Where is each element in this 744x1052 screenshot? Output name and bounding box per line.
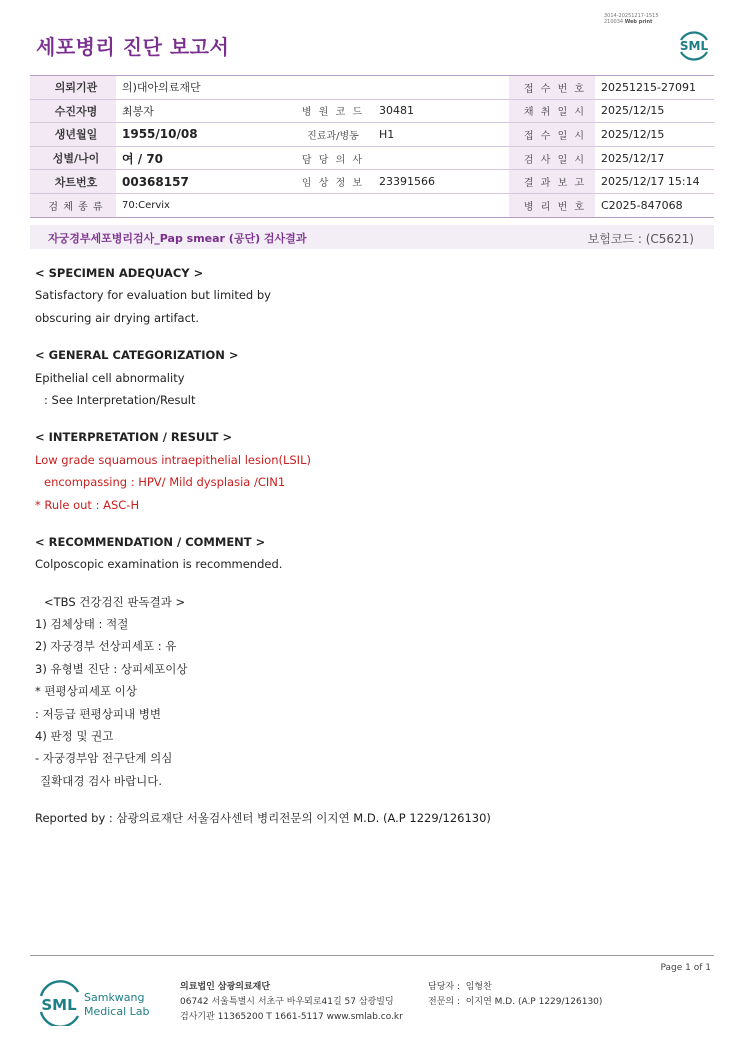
report-body — [35, 262, 695, 830]
label-sex-age: 성별/나이 — [30, 146, 116, 170]
samkwang-logo-icon — [38, 980, 158, 1026]
value-patient-name: 최봉자 — [116, 99, 287, 123]
label-requester: 의뢰기관 — [30, 76, 116, 100]
staff-label: 담당자 : — [428, 982, 460, 992]
tbs-line: 1) 검체상태 : 적절 — [35, 617, 129, 632]
value-specimen-type: 70:Cervix — [116, 193, 509, 217]
value-report-date: 2025/12/17 15:14 — [595, 170, 714, 194]
print-id — [604, 13, 659, 25]
reported-by: Reported by : 삼광의료재단 서울검사센터 병리전문의 이지연 M.D. (A.P 1229/126130) — [35, 811, 491, 826]
value-clinical-info: 23391566 — [373, 170, 509, 194]
value-sex-age: 여 / 70 — [116, 146, 287, 170]
label-pathology-no: 병 리 번 호 — [509, 193, 595, 217]
footer-organization — [180, 980, 403, 1025]
report-line: Epithelial cell abnormality — [35, 370, 185, 385]
tbs-line: * 편평상피세포 이상 — [35, 684, 137, 699]
diagnosis-line: * Rule out : ASC-H — [35, 497, 140, 512]
tbs-line: 2) 자궁경부 선상피세포 : 유 — [35, 639, 177, 654]
test-title: 자궁경부세포병리검사_Pap smear (공단) 검사결과 — [48, 232, 307, 245]
footer-staff — [428, 980, 602, 1010]
label-collection-date: 채 취 일 시 — [509, 99, 595, 123]
print-id-number: 3014-20251217-1515 — [604, 13, 659, 19]
footer-org-name: 의료법인 삼광의료재단 — [180, 982, 271, 992]
label-patient-name: 수진자명 — [30, 99, 116, 123]
tbs-line: 질확대경 검사 바랍니다. — [40, 773, 163, 788]
footer-address: 06742 서울특별시 서초구 바우뫼로41길 57 삼광빌딩 — [180, 997, 394, 1007]
staff-name: 임형찬 — [465, 982, 492, 992]
label-test-date: 검 사 일 시 — [509, 146, 595, 170]
info-row — [30, 193, 714, 217]
section-heading-categorization: < GENERAL CATEGORIZATION > — [35, 348, 239, 363]
samkwang-logo-name2: Medical Lab — [84, 1005, 150, 1018]
report-title: 세포병리 진단 보고서 — [36, 35, 230, 59]
value-collection-date: 2025/12/15 — [595, 99, 714, 123]
value-birthdate: 1955/10/08 — [116, 123, 287, 147]
report-line: Satisfactory for evaluation but limited by — [35, 288, 271, 303]
web-print-label: Web print — [624, 19, 653, 25]
diagnosis-line: encompassing : HPV/ Mild dysplasia /CIN1 — [44, 475, 286, 490]
section-heading-adequacy: < SPECIMEN ADEQUACY > — [35, 266, 204, 280]
info-row — [30, 146, 714, 170]
page-number: Page 1 of 1 — [660, 963, 711, 973]
insurance-code: 보험코드 : (C5621) — [587, 232, 694, 246]
info-row — [30, 123, 714, 147]
sml-logo-text: SML — [679, 39, 709, 53]
diagnosis-line: Low grade squamous intraepithelial lesion(LSIL) — [35, 452, 311, 467]
info-row — [30, 170, 714, 194]
label-receipt-date: 접 수 일 시 — [509, 123, 595, 147]
value-pathology-no: C2025-847068 — [595, 193, 714, 217]
samkwang-logo-sml: SML — [41, 996, 77, 1014]
info-row — [30, 76, 714, 100]
value-department: H1 — [373, 123, 509, 147]
label-doctor: 담 당 의 사 — [287, 146, 373, 170]
report-line: Colposcopic examination is recommended. — [35, 557, 283, 572]
label-clinical-info: 임 상 정 보 — [287, 170, 373, 194]
label-chart-no: 차트번호 — [30, 170, 116, 194]
label-hospital-code: 병 원 코 드 — [287, 99, 373, 123]
report-line: obscuring air drying artifact. — [35, 310, 200, 325]
value-requester: 의)대아의료재단 — [116, 76, 509, 100]
tbs-line: : 저등급 편평상피내 병변 — [35, 706, 161, 721]
label-report-date: 결 과 보 고 — [509, 170, 595, 194]
patient-info-table — [30, 75, 714, 218]
label-department: 진료과/병동 — [287, 123, 373, 147]
specialist-label: 전문의 : — [428, 997, 460, 1007]
print-sub-id: 210034 — [604, 19, 624, 25]
tbs-line: 3) 유형별 진단 : 상피세포이상 — [35, 661, 188, 676]
value-hospital-code: 30481 — [373, 99, 509, 123]
report-line: : See Interpretation/Result — [44, 392, 196, 407]
value-receipt-no: 20251215-27091 — [595, 76, 714, 100]
specialist-name: 이지연 M.D. (A.P 1229/126130) — [465, 997, 603, 1007]
info-row — [30, 99, 714, 123]
value-receipt-date: 2025/12/15 — [595, 123, 714, 147]
tbs-line: - 자궁경부암 전구단계 의심 — [35, 751, 173, 766]
label-birthdate: 생년월일 — [30, 123, 116, 147]
section-heading-interpretation: < INTERPRETATION / RESULT > — [35, 430, 233, 445]
footer-contact: 검사기관 11365200 T 1661-5117 www.smlab.co.kr — [180, 1012, 403, 1022]
label-specimen-type: 검 체 종 류 — [30, 193, 116, 217]
section-heading-recommendation: < RECOMMENDATION / COMMENT > — [35, 534, 266, 549]
tbs-line: 4) 판정 및 권고 — [35, 729, 114, 744]
footer-divider — [30, 955, 714, 956]
sml-logo-icon — [675, 26, 713, 64]
value-doctor — [373, 146, 509, 170]
test-title-band — [30, 225, 714, 249]
tbs-heading: <TBS 건강검진 판독결과 > — [44, 594, 186, 609]
samkwang-logo-name1: Samkwang — [84, 991, 145, 1004]
value-test-date: 2025/12/17 — [595, 146, 714, 170]
value-chart-no: 00368157 — [116, 170, 287, 194]
label-receipt-no: 접 수 번 호 — [509, 76, 595, 100]
